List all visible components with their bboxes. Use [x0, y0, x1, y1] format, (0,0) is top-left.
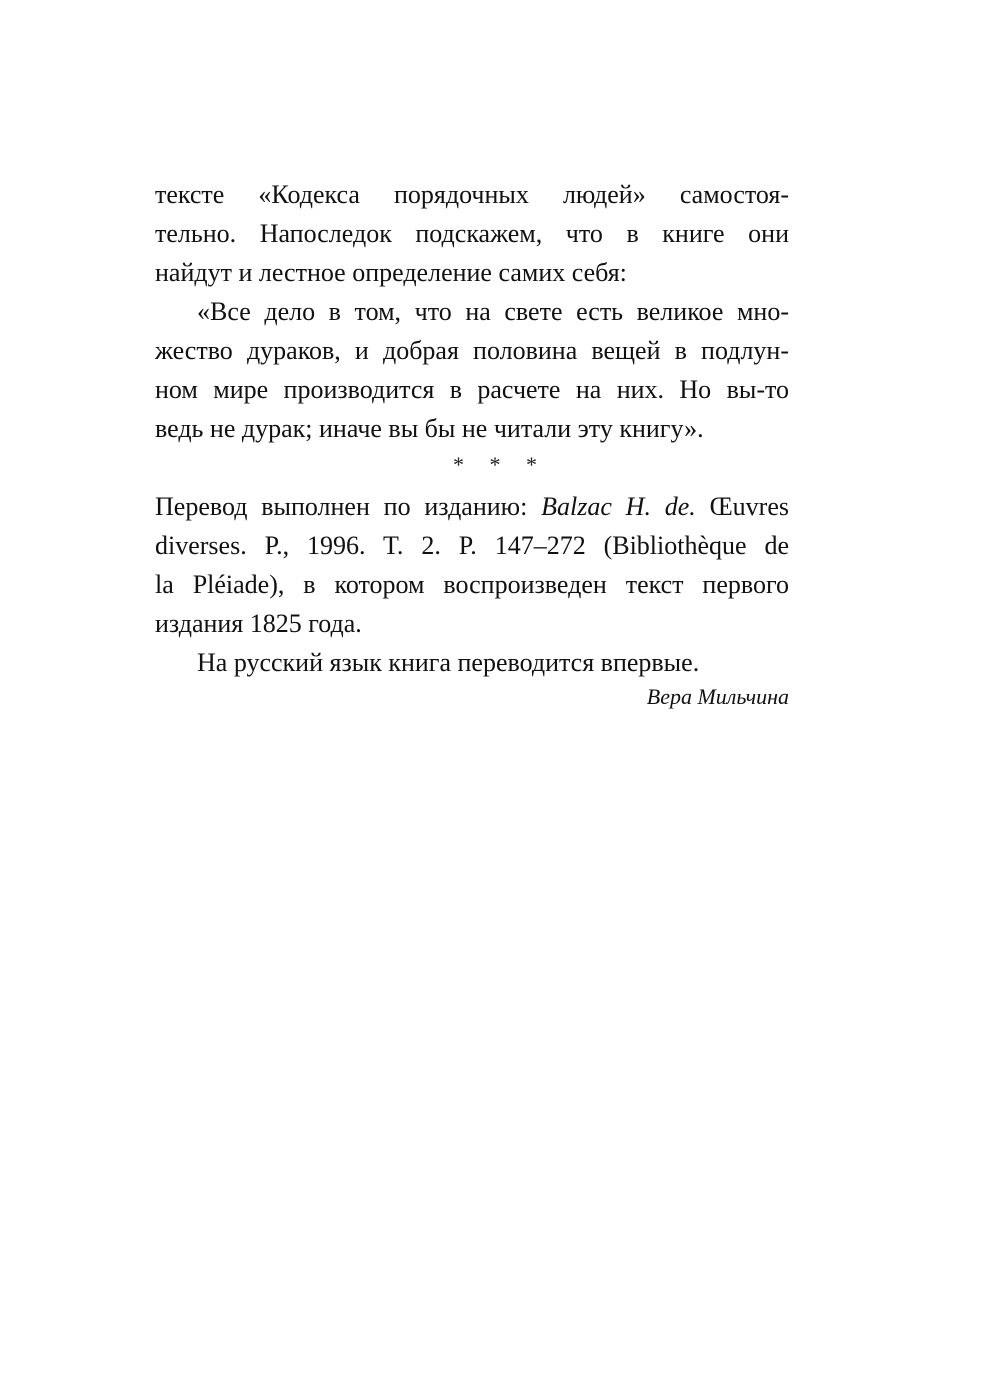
text-line: издания 1825 года. [155, 609, 362, 638]
text-line: la Pléiade), в котором воспроизведен текст первого [155, 570, 789, 599]
source-prefix: Перевод выполнен по изданию: [155, 492, 542, 521]
text-block-top [155, 175, 789, 448]
translation-source-paragraph [155, 487, 789, 643]
text-line: тексте «Кодекса порядочных людей» самостоя- [155, 180, 789, 209]
section-separator: * * * [453, 452, 547, 477]
text-line: diverses. P., 1996. T. 2. P. 147–272 (Bibliothèque de [155, 531, 789, 560]
text-block-bottom [155, 487, 789, 682]
paragraph-continuation [155, 175, 789, 292]
text-line: ном мире производится в расчете на них. Но вы-то [155, 375, 789, 404]
source-author: Balzac H. de. [541, 492, 696, 521]
text-line: жество дураков, и добрая половина вещей в подлун- [155, 336, 789, 365]
signature: Вера Мильчина [646, 684, 789, 709]
text-line: найдут и лестное определение самих себя: [155, 258, 627, 287]
translation-note-paragraph [155, 643, 789, 682]
text-line [155, 487, 789, 526]
source-suffix: Œuvres [695, 492, 790, 521]
text-line: «Все дело в том, что на свете есть великое мно- [197, 297, 789, 326]
text-line: ведь не дурак; иначе вы бы не читали эту книгу». [155, 414, 704, 443]
text-line: тельно. Напоследок подскажем, что в книге они [155, 219, 789, 248]
text-line: На русский язык книга переводится впервые. [197, 648, 700, 677]
quote-paragraph [155, 292, 789, 448]
